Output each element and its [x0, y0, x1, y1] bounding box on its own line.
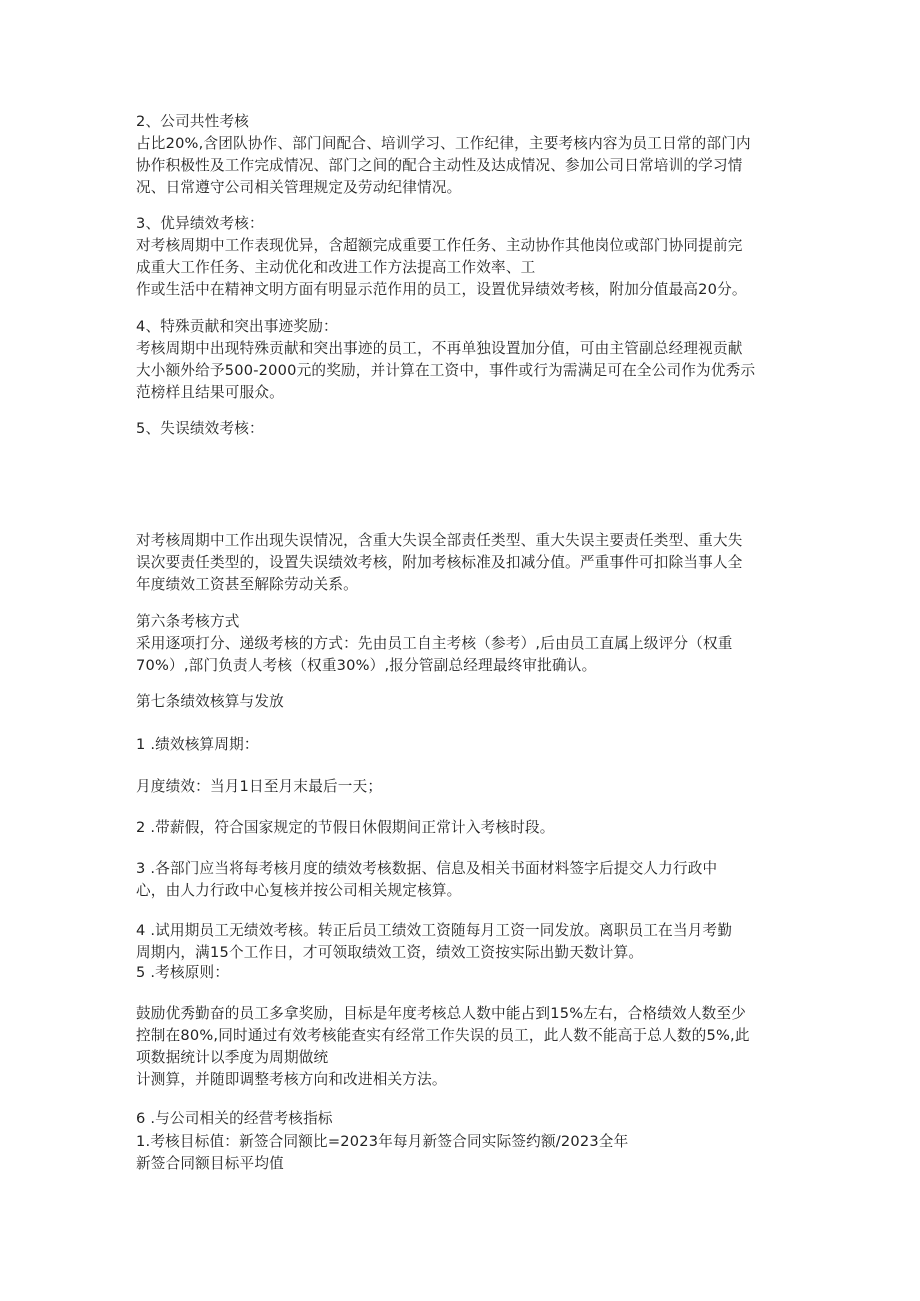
section-4-heading: 4、特殊贡献和突出事迹奖励： [136, 318, 338, 335]
item-2: 2 .带薪假，符合国家规定的节假日休假期间正常计入考核时段。 [136, 819, 555, 836]
section-5-line-3: 年度绩效工资甚至解除劳动关系。 [136, 576, 358, 593]
principle-line-1: 鼓励优秀勤奋的员工多拿奖励，目标是年度考核总人数中能占到15%左右，合格绩效人数至少 [136, 1005, 746, 1022]
item-4-line-1: 4 .试用期员工无绩效考核。转正后员工绩效工资随每月工资一同发放。离职员工在当月考勤 [136, 922, 733, 939]
item-5: 5 .考核原则： [136, 964, 230, 981]
item-1-detail: 月度绩效：当月1日至月末最后一天； [136, 778, 383, 795]
section-4-line-2: 大小额外给予500-2000元的奖励，并计算在工资中，事件或行为需满足可在全公司作为优秀示 [136, 362, 756, 379]
article-6-heading: 第六条考核方式 [136, 613, 240, 630]
item-6-line-2: 新签合同额目标平均值 [136, 1155, 284, 1172]
section-2-heading: 2、公司共性考核 [136, 113, 250, 130]
article-6-line-1: 采用逐项打分、递级考核的方式：先由员工自主考核（参考）,后由员工直属上级评分（权重 [136, 635, 733, 652]
item-6-line-1: 1.考核目标值：新签合同额比=2023年每月新签合同实际签约额/2023全年 [136, 1133, 629, 1150]
section-5-line-2: 误次要责任类型的，设置失误绩效考核，附加考核标准及扣减分值。严重事件可扣除当事人全 [136, 554, 743, 571]
section-3-line-3: 作或生活中在精神文明方面有明显示范作用的员工，设置优异绩效考核，附加分值最高20分。 [136, 281, 747, 298]
section-2-line-3: 况、日常遵守公司相关管理规定及劳动纪律情况。 [136, 179, 462, 196]
section-4-line-3: 范榜样且结果可服众。 [136, 384, 284, 401]
principle-line-2: 控制在80%,同时通过有效考核能查实有经常工作失误的员工，此人数不能高于总人数的5%,此 [136, 1027, 750, 1044]
section-3-line-1: 对考核周期中工作表现优异，含超额完成重要工作任务、主动协作其他岗位或部门协同提前完 [136, 237, 743, 254]
item-6: 6 .与公司相关的经营考核指标 [136, 1110, 333, 1127]
article-6-line-2: 70%）,部门负责人考核（权重30%）,报分管副总经理最终审批确认。 [136, 657, 597, 674]
section-2-line-2: 协作积极性及工作完成情况、部门之间的配合主动性及达成情况、参加公司日常培训的学习情 [136, 157, 743, 174]
section-5-line-1: 对考核周期中工作出现失误情况，含重大失误全部责任类型、重大失误主要责任类型、重大失 [136, 532, 743, 549]
principle-line-3: 项数据统计以季度为周期做统 [136, 1049, 329, 1066]
item-3-line-1: 3 .各部门应当将每考核月度的绩效考核数据、信息及相关书面材料签字后提交人力行政中 [136, 860, 718, 877]
section-2-line-1: 占比20%,含团队协作、部门间配合、培训学习、工作纪律，主要考核内容为员工日常的部门内 [136, 135, 751, 152]
section-3-line-2: 成重大工作任务、主动优化和改进工作方法提高工作效率、工 [136, 259, 536, 276]
section-5-heading: 5、失误绩效考核： [136, 420, 264, 437]
article-7-heading: 第七条绩效核算与发放 [136, 693, 284, 710]
section-3-heading: 3、优异绩效考核： [136, 215, 264, 232]
section-4-line-1: 考核周期中出现特殊贡献和突出事迹的员工，不再单独设置加分值，可由主管副总经理视贡献 [136, 340, 743, 357]
principle-line-4: 计测算，并随即调整考核方向和改进相关方法。 [136, 1071, 447, 1088]
item-4-line-2: 周期内，满15个工作日，才可领取绩效工资，绩效工资按实际出勤天数计算。 [136, 944, 644, 961]
item-1: 1 .绩效核算周期： [136, 736, 259, 753]
item-3-line-2: 心，由人力行政中心复核并按公司相关规定核算。 [136, 882, 462, 899]
